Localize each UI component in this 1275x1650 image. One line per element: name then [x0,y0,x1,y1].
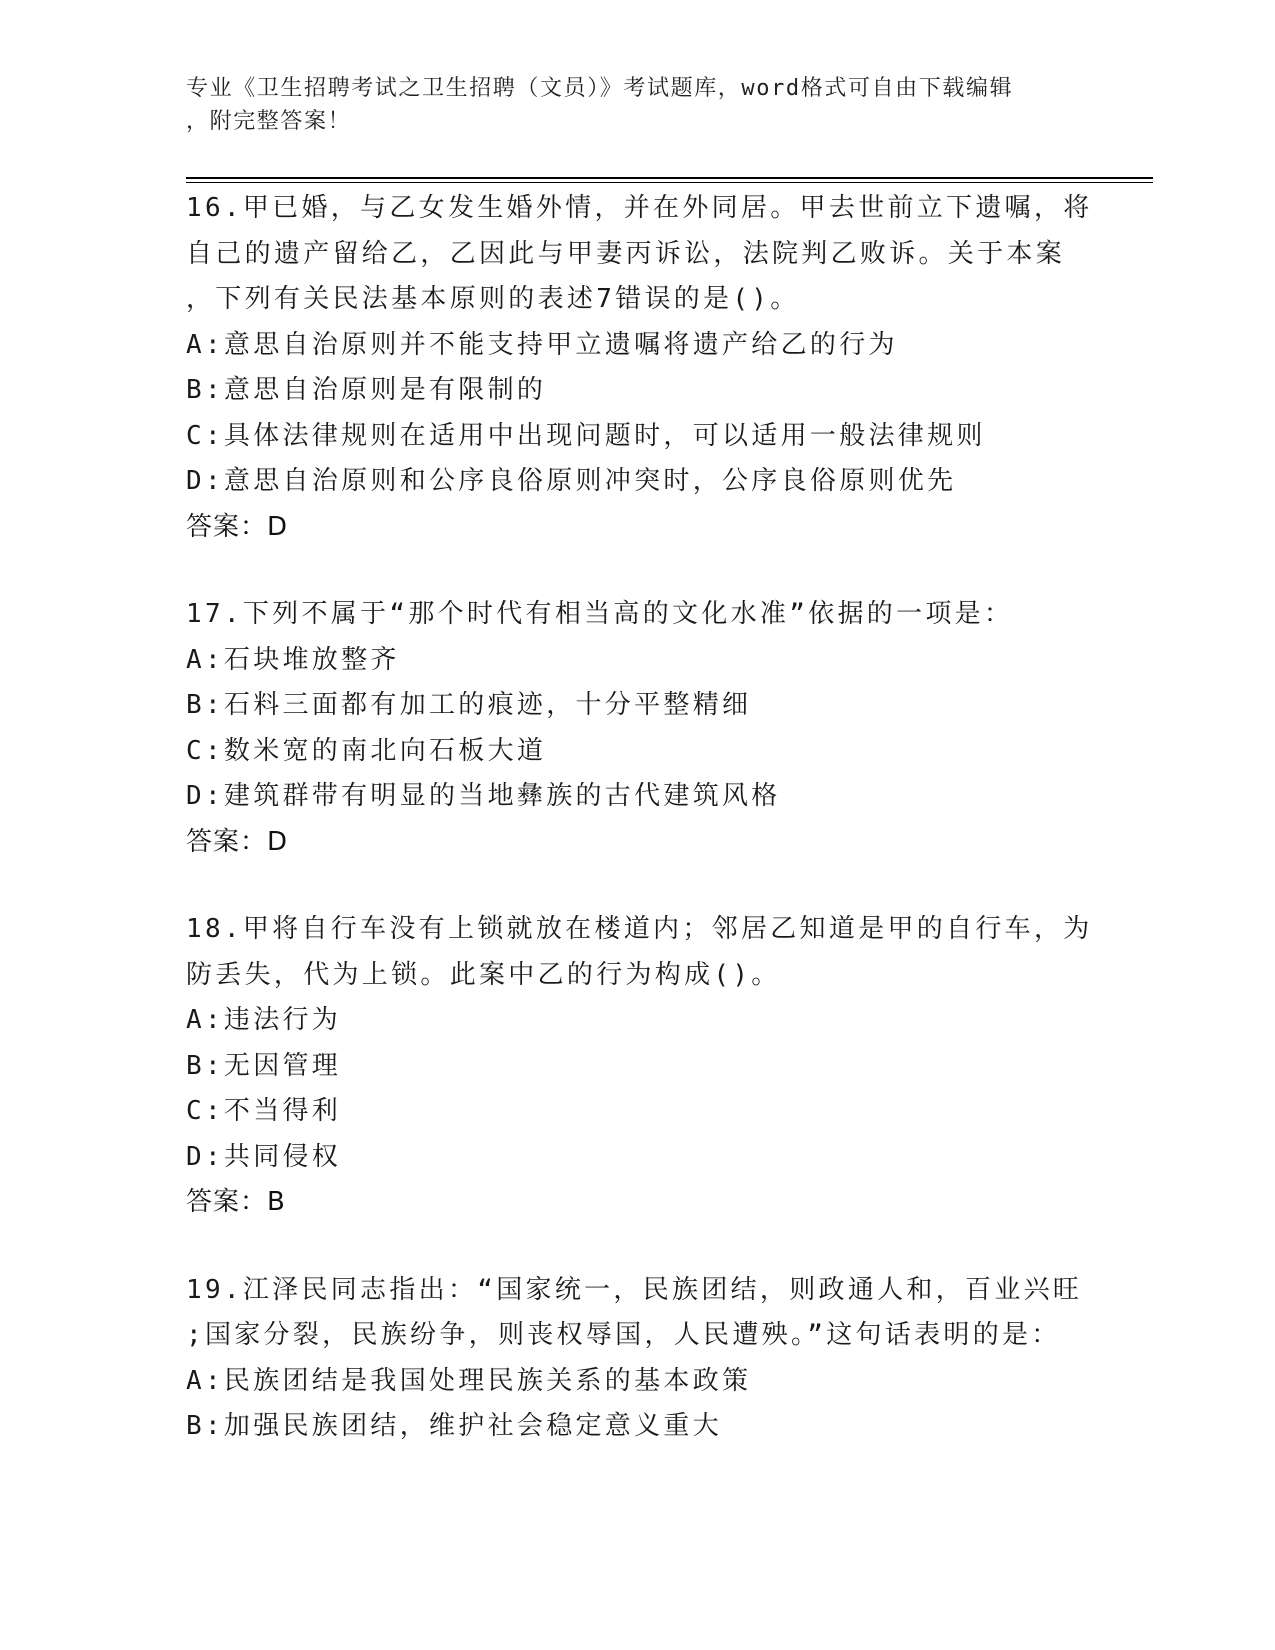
option-d: D:建筑群带有明显的当地彝族的古代建筑风格 [186,781,781,811]
question-stem-line: 18.甲将自行车没有上锁就放在楼道内；邻居乙知道是甲的自行车，为 [186,914,1093,944]
option-c: C:具体法律规则在适用中出现问题时，可以适用一般法律规则 [186,420,986,451]
option-a: A:意思自治原则并不能支持甲立遗嘱将遗产给乙的行为 [186,329,898,360]
question-stem-line: 19.江泽民同志指出：“国家统一，民族团结，则政通人和，百业兴旺 [186,1274,1083,1305]
header-title-line-2: ，附完整答案！ [186,109,352,134]
question-17 [186,592,1086,865]
option-c: C:数米宽的南北向石板大道 [186,735,547,766]
question-stem-line: ，下列有关民法基本原则的表述7错误的是()。 [186,284,800,314]
option-c: C:不当得利 [186,1096,342,1126]
option-a: A:石块堆放整齐 [186,644,400,675]
document-header [186,72,1086,138]
header-divider-thick [186,177,1153,179]
question-stem-line: 自己的遗产留给乙，乙因此与甲妻丙诉讼，法院判乙败诉。关于本案 [186,238,1066,269]
question-list [186,186,1093,1492]
header-title-line-1: 专业《卫生招聘考试之卫生招聘（文员）》考试题库，word格式可自由下载编辑 [186,76,1014,101]
option-b: B:意思自治原则是有限制的 [186,375,547,405]
option-a: A:违法行为 [186,1005,342,1035]
answer-label: 答案：D [186,511,289,542]
question-16 [186,186,1093,550]
header-divider-thin [186,182,1153,183]
answer-label: 答案：D [186,826,289,857]
question-stem-line: 16.甲已婚，与乙女发生婚外情，并在外同居。甲去世前立下遗嘱，将 [186,193,1093,223]
option-a: A:民族团结是我国处理民族关系的基本政策 [186,1365,752,1396]
option-d: D:共同侵权 [186,1141,342,1172]
answer-label: 答案：B [186,1187,286,1217]
option-b: B:无因管理 [186,1050,342,1081]
question-19 [186,1268,1086,1450]
question-stem-line: 防丢失，代为上锁。此案中乙的行为构成()。 [186,959,781,990]
option-b: B:石料三面都有加工的痕迹，十分平整精细 [186,690,752,720]
question-stem-line: 17.下列不属于“那个时代有相当高的文化水准”依据的一项是： [186,599,1014,629]
question-18 [186,907,1093,1226]
option-d: D:意思自治原则和公序良俗原则冲突时，公序良俗原则优先 [186,466,957,496]
question-stem-line: ;国家分裂，民族纷争，则丧权辱国，人民遭殃。”这句话表明的是： [186,1320,1061,1350]
option-b: B:加强民族团结，维护社会稳定意义重大 [186,1411,723,1441]
